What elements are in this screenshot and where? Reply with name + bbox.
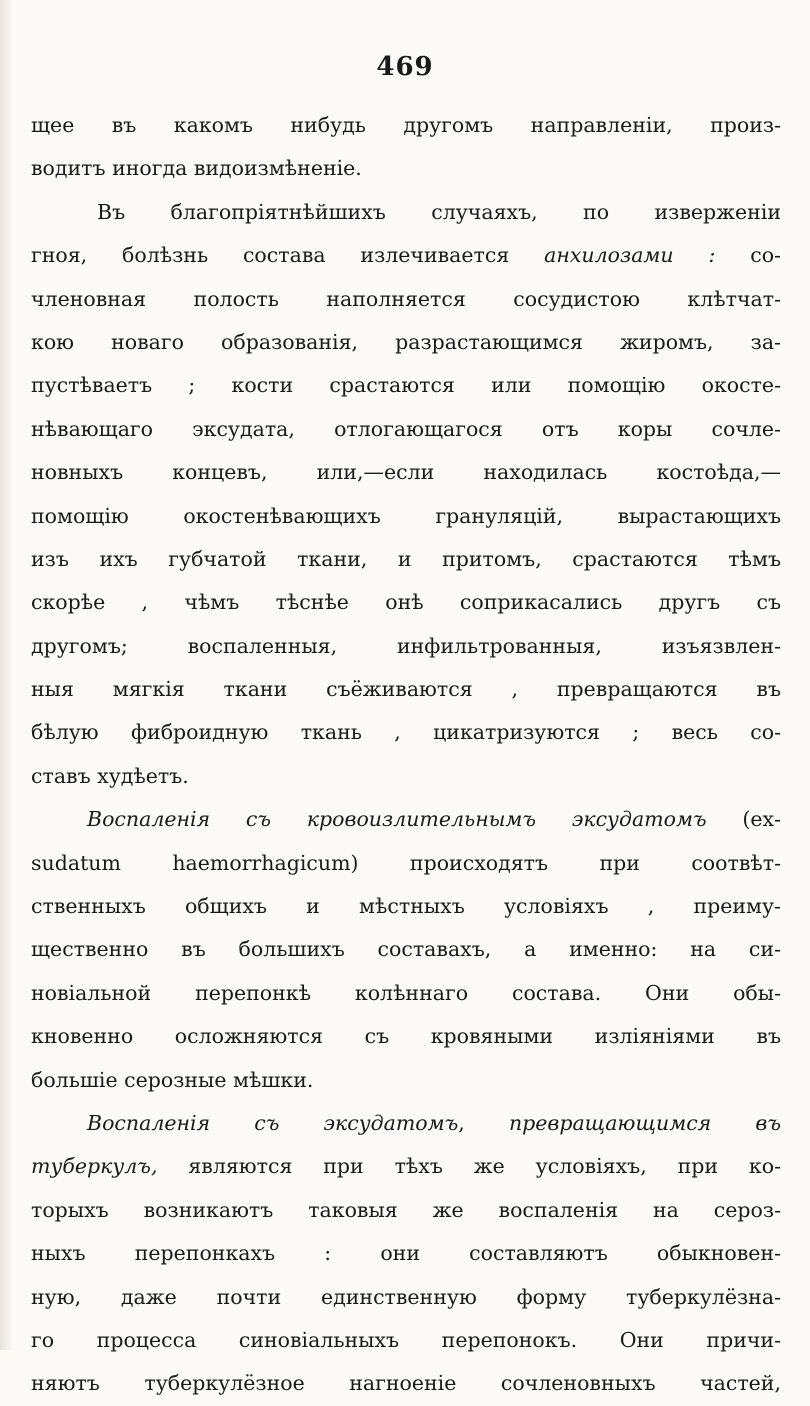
text-line: [31, 1145, 781, 1188]
line-text: ныя мягкія ткани съёживаются , превращаются въ: [31, 677, 781, 702]
line-text: пустѣваетъ ; кости срастаются или помощію окосте-: [31, 373, 781, 398]
text-line: [31, 842, 781, 885]
text-line: [31, 191, 781, 234]
text-line: [31, 972, 781, 1015]
italic-term: Воспаленія съ кровоизлительнымъ эксудатомъ: [87, 807, 707, 832]
text-line: [31, 147, 781, 190]
line-text: нѣвающаго эксудата, отлогающагося отъ коры сочле-: [31, 416, 781, 441]
text-line: [31, 581, 781, 624]
text-line: [31, 928, 781, 971]
text-line: [31, 1059, 781, 1102]
italic-term: превращающимся въ: [508, 1110, 781, 1135]
line-text: ,: [458, 1110, 509, 1135]
line-text: ныхъ перепонкахъ : они составляютъ обыкновен-: [31, 1241, 781, 1266]
line-text: скорѣе , чѣмъ тѣснѣе онѣ соприкасались другъ съ: [31, 590, 781, 615]
text-line: [31, 538, 781, 581]
text-line: [31, 1189, 781, 1232]
page-spine-shadow: [0, 0, 14, 1350]
line-text: большіе серозные мѣшки.: [31, 1067, 314, 1092]
text-line: [31, 798, 781, 841]
line-text: другомъ; воспаленныя, инфильтрованныя, изъязвлен-: [31, 633, 781, 658]
text-line: [31, 711, 781, 754]
italic-term: Воспаленія съ эксудатомъ: [87, 1110, 459, 1135]
text-line: [31, 451, 781, 494]
text-line: [31, 1102, 781, 1145]
line-text: (ех-: [706, 807, 781, 832]
text-line: [31, 1319, 781, 1362]
line-text: ственныхъ общихъ и мѣстныхъ условіяхъ , преиму-: [31, 894, 781, 919]
line-text: ставъ худѣетъ.: [31, 763, 189, 788]
line-text: гноя, болѣзнь состава излечивается: [31, 243, 545, 268]
text-line: [31, 321, 781, 364]
line-text: помощію окостенѣвающихъ грануляцій, вырастающихъ: [31, 503, 781, 528]
line-text: го процесса синовіальныхъ перепонокъ. Они причи-: [31, 1327, 781, 1352]
text-line: [31, 668, 781, 711]
line-text: щее въ какомъ нибудь другомъ направленіи, произ-: [31, 113, 781, 137]
text-line: [31, 1362, 781, 1405]
text-line: [31, 1276, 781, 1319]
text-line: [31, 885, 781, 928]
text-line: [31, 278, 781, 321]
line-text: торыхъ возникаютъ таковыя же воспаленія на сероз-: [31, 1197, 781, 1222]
line-text: новныхъ концевъ, или,—если находилась костоѣда,—: [31, 460, 781, 485]
text-line: [31, 495, 781, 538]
text-line: [31, 364, 781, 407]
text-line: [31, 1015, 781, 1058]
page-number: 469: [376, 52, 434, 82]
line-text: ную, даже почти единственную форму туберкулёзна-: [31, 1284, 781, 1309]
line-text: изъ ихъ губчатой ткани, и притомъ, срастаются тѣмъ: [31, 546, 781, 571]
text-line: [31, 408, 781, 451]
text-line: [31, 755, 781, 798]
line-text: со-: [715, 243, 781, 268]
line-text: кою новаго образованія, разрастающимся жиромъ, за-: [31, 329, 781, 354]
text-line: [31, 234, 781, 277]
italic-term: туберкулъ,: [31, 1154, 158, 1179]
line-text: являются при тѣхъ же условіяхъ, при ко-: [157, 1154, 781, 1179]
line-text: бѣлую фиброидную ткань , цикатризуются ; весь со-: [31, 720, 781, 745]
line-text: кновенно осложняются съ кровяными изліяніями въ: [31, 1024, 781, 1049]
line-text: няютъ туберкулёзное нагноеніе сочленовныхъ частей,: [31, 1371, 781, 1396]
text-line: [31, 625, 781, 668]
text-line: [31, 104, 781, 147]
text-line: [31, 1232, 781, 1275]
line-text: водитъ иногда видоизмѣненіе.: [31, 156, 362, 181]
line-text: новіальной перепонкѣ колѣннаго состава. Они обы-: [31, 980, 781, 1005]
line-text: Въ благопріятнѣйшихъ случаяхъ, по изверженіи: [97, 199, 781, 224]
line-text: sudatum haemorrhagicum) происходятъ при соотвѣт-: [31, 850, 781, 875]
line-text: членовная полость наполняется сосудистою клѣтчат-: [31, 286, 781, 311]
line-text: щественно въ большихъ составахъ, а именно: на си-: [31, 937, 781, 962]
body-text: [31, 104, 781, 1406]
italic-term: анхилозами :: [544, 243, 716, 268]
